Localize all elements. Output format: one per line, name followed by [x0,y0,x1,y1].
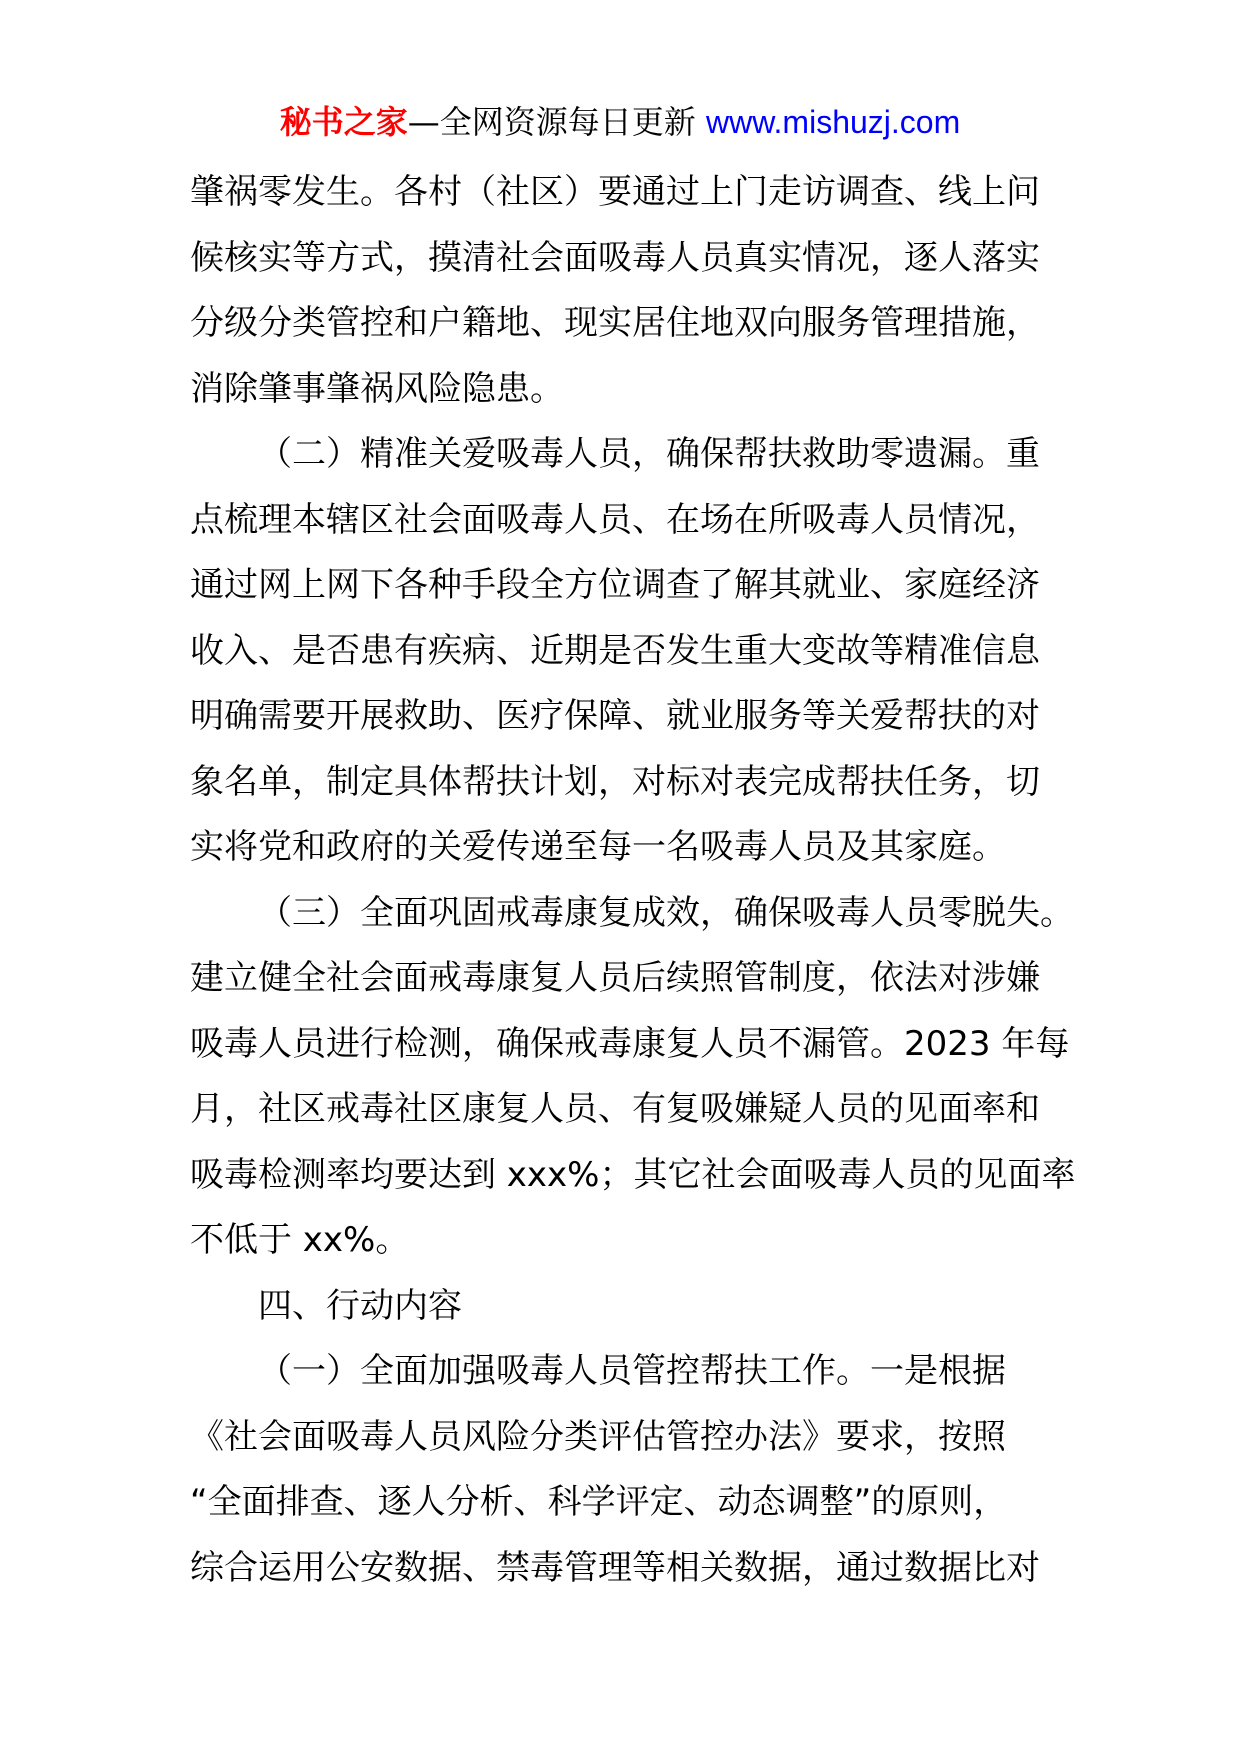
paragraph-heading-line: （三）全面巩固戒毒康复成效，确保吸毒人员零脱失。 [258,892,1074,933]
text-line: 吸毒检测率均要达到 xxx%；其它社会面吸毒人员的见面率 [190,1154,1076,1195]
site-tagline: —全网资源每日更新 [407,103,706,141]
text-line: 综合运用公安数据、禁毒管理等相关数据，通过数据比对 [190,1547,1040,1588]
text-line: 《社会面吸毒人员风险分类评估管控办法》要求，按照 [190,1416,1006,1457]
text-line: 分级分类管控和户籍地、现实居住地双向服务管理措施， [190,303,1040,343]
text-line: 候核实等方式，摸清社会面吸毒人员真实情况，逐人落实 [190,237,1040,278]
page-header [0,100,1240,144]
text-line: 月，社区戒毒社区康复人员、有复吸嫌疑人员的见面率和 [190,1089,1040,1129]
text-line: 通过网上网下各种手段全方位调查了解其就业、家庭经济 [190,565,1040,605]
text-line: 建立健全社会面戒毒康复人员后续照管制度，依法对涉嫌 [190,958,1040,998]
paragraph-heading-line: （二）精准关爱吸毒人员，确保帮扶救助零遗漏。重 [258,434,1040,474]
text-line: “全面排查、逐人分析、科学评定、动态调整”的原则， [190,1482,1008,1522]
text-line: 吸毒人员进行检测，确保戒毒康复人员不漏管。2023 年每 [190,1023,1070,1064]
text-line: 肇祸零发生。各村（社区）要通过上门走访调查、线上问 [190,172,1040,212]
text-line: 点梳理本辖区社会面吸毒人员、在场在所吸毒人员情况， [190,499,1040,540]
site-url-link[interactable]: www.mishuzj.com [705,104,961,140]
text-line: 实将党和政府的关爱传递至每一名吸毒人员及其家庭。 [190,827,1006,867]
paragraph-heading-line: （一）全面加强吸毒人员管控帮扶工作。一是根据 [258,1351,1006,1391]
text-line: 象名单，制定具体帮扶计划，对标对表完成帮扶任务，切 [190,761,1040,802]
text-line: 消除肇事肇祸风险隐患。 [190,368,564,409]
section-heading: 四、行动内容 [258,1285,462,1326]
site-brand: 秘书之家 [279,103,408,141]
text-line: 收入、是否患有疾病、近期是否发生重大变故等精准信息 [190,630,1040,671]
text-line: 不低于 xx%。 [190,1220,410,1260]
document-body [190,160,1076,1601]
text-line: 明确需要开展救助、医疗保障、就业服务等关爱帮扶的对 [190,696,1040,736]
